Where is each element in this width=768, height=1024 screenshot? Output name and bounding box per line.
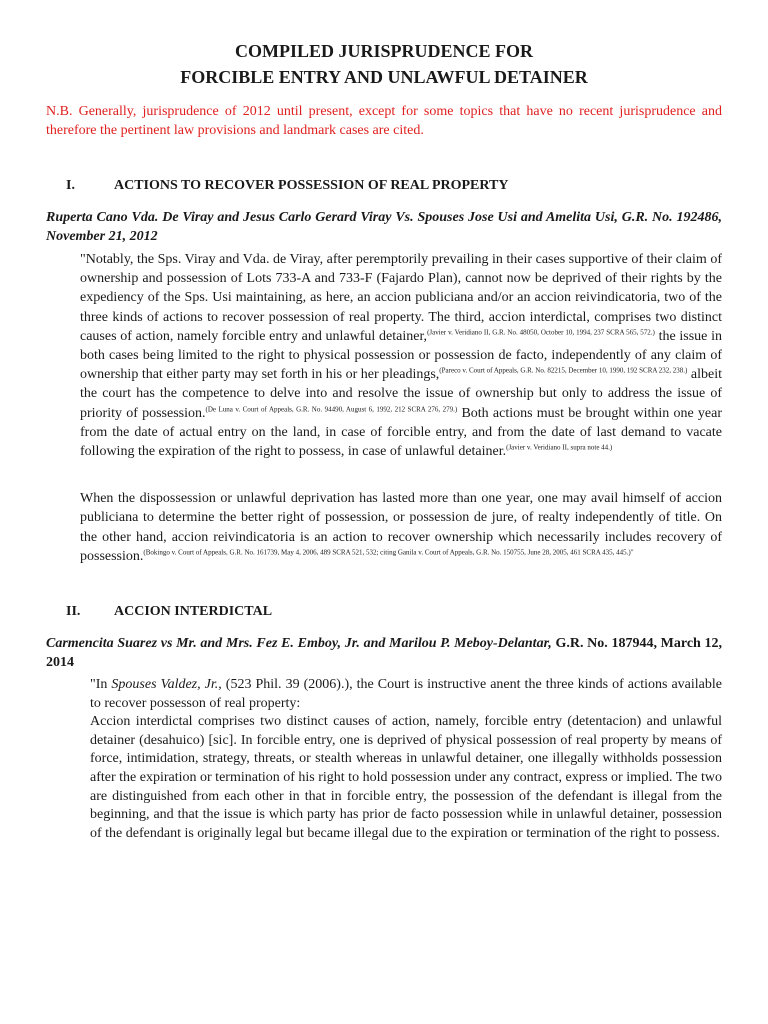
quoted-block-3	[90, 676, 722, 843]
text-run: "In	[90, 677, 112, 693]
quoted-paragraph-2	[80, 489, 722, 566]
section-number: II.	[66, 604, 81, 620]
case-gr-number: G.R. No. 187944, March 12, 2014	[46, 636, 723, 671]
section-number: I.	[66, 178, 75, 193]
footnote-citation: (Bokingo v. Court of Appeals, G.R. No. 161739, May 4, 2006, 489 SCRA 521, 532; citing Ganila v. Court of Appeals, G.R. No. 150755, June 28, 2005, 461 SCRA 435, 445.)	[143, 548, 631, 557]
note-paragraph: N.B. Generally, jurisprudence of 2012 until present, except for some topics that have no recent jurisprudence and therefore the pertinent law provisions and landmark cases are cited.	[46, 104, 722, 138]
case-name-italic: Spouses Valdez, Jr.	[111, 677, 219, 693]
text-run: albeit the court has the competence to delve into and resolve the issue of ownership but only to address the issue of priority of possession.	[80, 367, 722, 421]
quote-intro	[90, 676, 722, 713]
title-line-1: COMPILED JURISPRUDENCE FOR	[234, 41, 533, 61]
case-citation-2	[46, 634, 722, 672]
section-title: ACTIONS TO RECOVER POSSESSION OF REAL PROPERTY	[114, 178, 509, 193]
text-run: the issue in both cases being limited to the right to physical possession or possession de facto, independently of any claim of ownership that either party may set forth in his or her pleadings,	[80, 328, 722, 383]
section-title: ACCION INTERDICTAL	[114, 604, 273, 620]
text-run: , (523 Phil. 39 (2006).), the Court is instructive anent the three kinds of actions available to recover possesson of real property:	[90, 677, 722, 711]
case-title: Carmencita Suarez vs Mr. and Mrs. Fez E. Emboy, Jr. and Marilou P. Meboy-Delantar,	[46, 636, 552, 652]
case-citation-1	[46, 208, 722, 246]
quoted-paragraph-1	[80, 250, 722, 461]
section-heading-1	[46, 178, 722, 194]
case-title: Ruperta Cano Vda. De Viray and Jesus Carlo Gerard Viray Vs. Spouses Jose Usi and Amelita Usi,	[46, 210, 618, 225]
closing-quote: "	[630, 548, 634, 557]
case-gr-number: G.R. No. 192486, November 21, 2012	[46, 210, 723, 244]
text-run: "Notably, the Sps. Viray and Vda. de Viray, after peremptorily prevailing in their cases supportive of their claim of ownership and possession of Lots 733-A and 733-F (Fajardo Plan), cannot now be deprived of their rights by the expediency of the Sps. Usi maintaining, as here, an accion publiciana and/or an accion reivindicatoria, two of the three kinds of actions to recover possession of real property. The third, accion interdictal, comprises two distinct causes of action, namely forcible entry and unlawful detainer,	[80, 252, 722, 344]
title-line-2: FORCIBLE ENTRY AND UNLAWFUL DETAINER	[180, 67, 588, 87]
footnote-citation: (De Luna v. Court of Appeals, G.R. No. 94490, August 6, 1992, 212 SCRA 276, 279.)	[205, 404, 458, 413]
footnote-citation: (Javier v. Veridiano II, supra note 44.)	[506, 443, 613, 452]
document-title	[46, 0, 722, 90]
footnote-citation: (Pareco v. Court of Appeals, G.R. No. 82215, December 10, 1990, 192 SCRA 232, 238.)	[439, 366, 688, 375]
quote-body: Accion interdictal comprises two distinct causes of action, namely, forcible entry (detentacion) and unlawful detainer (desahuico) [sic]. In forcible entry, one is deprived of physical possession of real property by means of force, intimidation, strategy, threats, or stealth whereas in unlawful detainer, one illegally withholds possession after the expiration or termination of his right to hold possession under any contract, express or implied. The two are distinguished from each other in that in forcible entry, the possession of the defendant is illegal from the beginning, and that the issue is which party has prior de facto possession while in unlawful detainer, possession of the defendant is originally legal but became illegal due to the expiration or termination of the right to possess.	[90, 714, 722, 841]
text-run: Both actions must be brought within one year from the date of actual entry on the land, in case of forcible entry, and from the date of last demand to vacate following the expiration of the right to possess, in case of unlawful detainer.	[80, 405, 722, 460]
footnote-citation: (Javier v. Veridiano II, G.R. No. 48050, October 10, 1994, 237 SCRA 565, 572.)	[427, 328, 655, 337]
text-run: When the dispossession or unlawful deprivation has lasted more than one year, one may avail himself of accion publiciana to determine the better right of possession, or possession de jure, of realty independently of title. On the other hand, accion reivindicatoria is an action to recover ownership which necessarily includes recovery of possession.	[80, 491, 722, 564]
section-heading-2	[46, 604, 722, 620]
